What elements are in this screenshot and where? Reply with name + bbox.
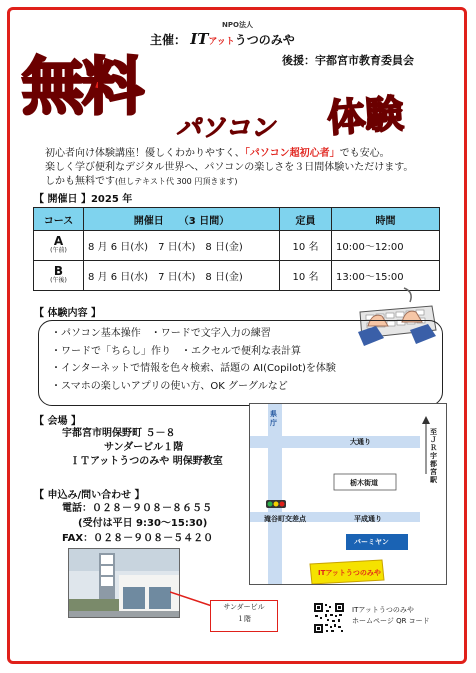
- qr-code-image: [313, 602, 345, 634]
- org-logo-name: うつのみや: [234, 33, 295, 47]
- capacity-cell: 10 名: [280, 261, 332, 291]
- callout-floor: １階: [237, 615, 251, 623]
- list-item: ・スマホの楽しいアプリの使い方、OK グーグルなど: [51, 380, 288, 392]
- intro-text: [45, 147, 413, 189]
- course-sub: (午前): [50, 246, 67, 254]
- list-item: ・ワードで「ちらし」作り ・エクセルで便利な表計算: [51, 345, 301, 357]
- course-cell: [34, 231, 84, 261]
- pc-headline: パソコン: [175, 113, 280, 142]
- qr-caption: [352, 605, 430, 627]
- intro-line2: 楽しく学び便利なデジタル世界へ、パソコンの楽しさを３日間体験いただけます。: [45, 162, 414, 173]
- access-map: [249, 403, 447, 585]
- dates-cell: 8 月 6 日(水) 7 日(木) 8 日(金): [84, 261, 280, 291]
- contact-info: [62, 501, 213, 546]
- intro-line1: 初心者向け体験講座！優しくわかりやすく、: [45, 148, 245, 159]
- time-cell: 13:00～15:00: [332, 261, 440, 291]
- intro-line1-end: でも安心。: [339, 148, 390, 159]
- sponsor-line: [150, 21, 295, 48]
- callout-pointer: [170, 590, 214, 610]
- qr-caption-line2: ホームページ QR コード: [352, 617, 430, 625]
- contact-phone: 電話：０２８－９０８－８６５５: [62, 503, 212, 514]
- free-headline: 無料: [22, 50, 143, 123]
- capacity-cell: 10 名: [280, 231, 332, 261]
- course-letter: B: [53, 263, 64, 278]
- contact-heading: 【 申込み/問い合わせ 】: [34, 490, 145, 501]
- header-course: コース: [34, 208, 84, 231]
- callout-building: サンダービル: [223, 603, 265, 611]
- qr-caption-line1: ITアットうつのみや: [352, 606, 414, 614]
- jr-station-label: 至ＪＲ宇都宮駅: [430, 428, 437, 484]
- experience-box: [38, 320, 443, 406]
- map-label-tochigi-kaido: 栃木街道: [350, 479, 378, 487]
- route-sign: 県庁: [270, 410, 277, 427]
- list-item: ・インターネットで情報を色々検索、話題の AI(Copilot)を体験: [51, 363, 336, 374]
- header-dates: 開催日 （3 日間）: [84, 208, 280, 231]
- contact-fax: FAX：０２８－９０８－５４２０: [62, 533, 214, 544]
- header-capacity: 定員: [280, 208, 332, 231]
- map-label-intersection: 滝谷町交差点: [264, 515, 306, 523]
- venue-building: サンダービル１階: [104, 442, 184, 453]
- org-logo-at: アット: [208, 37, 235, 47]
- building-photo-image: [69, 549, 179, 617]
- table-row: [34, 231, 440, 261]
- venue-info: [62, 427, 223, 469]
- intro-highlight: 「パソコン超初心者」: [244, 148, 340, 159]
- venue-heading: 【 会場 】: [34, 416, 81, 427]
- map-label-store: バーミヤン: [354, 538, 389, 546]
- contact-hours: (受付は平日 9:30～15:30): [78, 518, 208, 529]
- sponsor-label: 主催：: [150, 33, 187, 47]
- dates-cell: 8 月 6 日(水) 7 日(木) 8 日(金): [84, 231, 280, 261]
- header-time: 時間: [332, 208, 440, 231]
- npo-tag: NPO法人: [222, 21, 253, 29]
- experience-headline: 体験: [325, 91, 405, 141]
- list-item: ・パソコン基本操作 ・ワードで文字入力の練習: [51, 328, 271, 339]
- map-label-heisei-dori: 平成通り: [354, 515, 382, 523]
- schedule-heading: 【 開催日 】2025 年: [34, 194, 133, 205]
- venue-name: ＩＴアットうつのみや 明保野教室: [70, 456, 223, 467]
- time-cell: 10:00～12:00: [332, 231, 440, 261]
- building-callout: [210, 600, 278, 632]
- map-roads: [250, 404, 446, 584]
- course-cell: [34, 261, 84, 291]
- schedule-header-row: [34, 208, 440, 231]
- schedule-table: [33, 207, 440, 291]
- map-label-o-dori: 大通り: [350, 438, 371, 446]
- venue-address: 宇都宮市明保野町 ５－８: [62, 428, 176, 439]
- course-letter: A: [53, 233, 64, 248]
- building-photo: [68, 548, 180, 618]
- support-line: 後援：宇都宮市教育委員会: [282, 54, 414, 67]
- text-fee-note: (但しテキスト代 300 円頂きます): [115, 177, 238, 186]
- org-logo-it: IT: [190, 30, 209, 48]
- experience-heading: 【 体験内容 】: [34, 308, 101, 319]
- course-sub: (午後): [50, 276, 67, 284]
- intro-line3: しかも無料です: [45, 176, 115, 187]
- map-building-label: ITアットうつのみや: [318, 569, 381, 577]
